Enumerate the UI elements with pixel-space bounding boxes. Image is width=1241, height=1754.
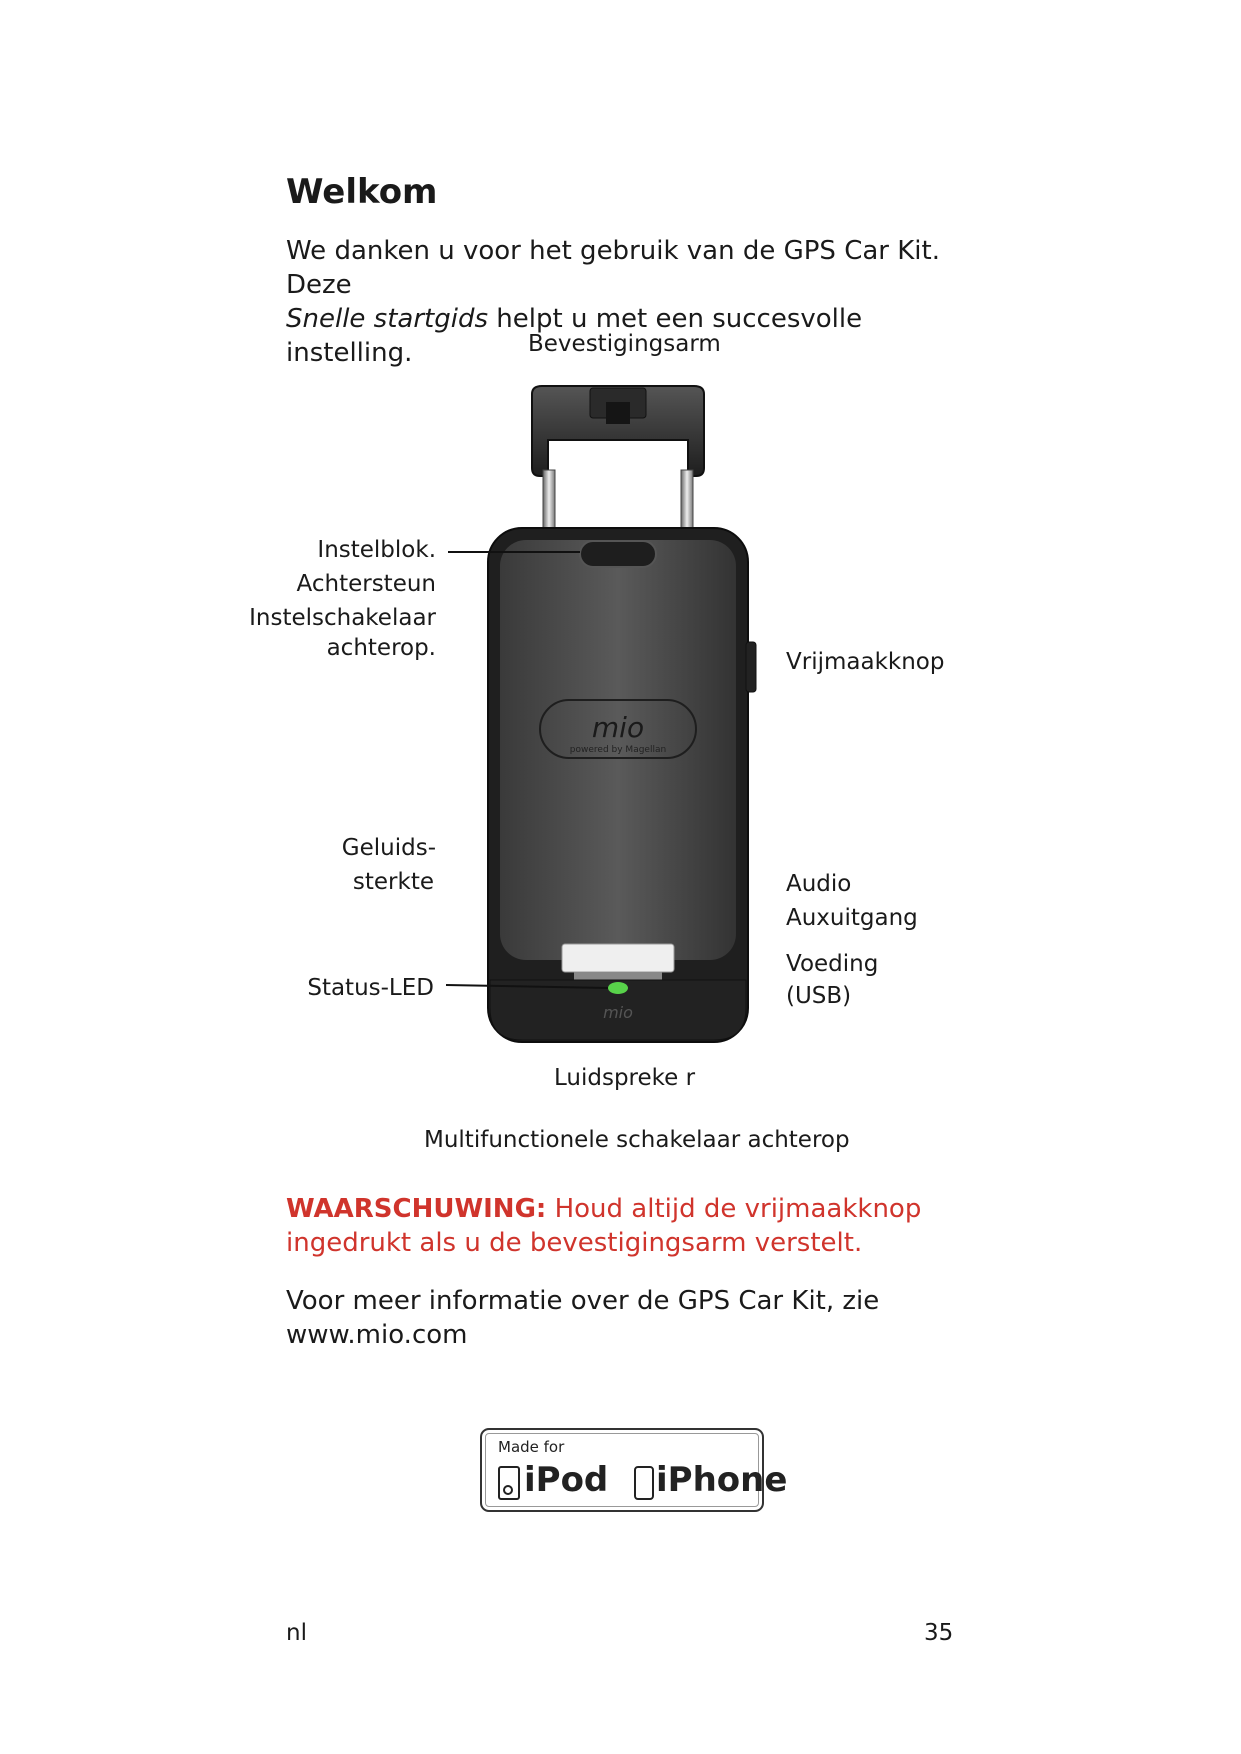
label-instelschakelaar-2: achterop.: [326, 635, 436, 661]
release-button-shape: [746, 642, 756, 692]
label-voeding-1: Voeding: [786, 951, 879, 977]
warning-label: WAARSCHUWING:: [286, 1194, 547, 1224]
iphone-icon: [634, 1466, 654, 1500]
label-voeding-2: (USB): [786, 983, 852, 1009]
status-led-shape: [608, 982, 628, 994]
intro-text-1: We danken u voor het gebruik van de GPS Car Kit. Deze: [286, 236, 940, 300]
label-geluidssterkte-1: Geluids-: [341, 835, 436, 861]
adjust-block-shape: [580, 541, 656, 567]
ipod-icon: [498, 1466, 520, 1500]
cradle-body: [488, 528, 756, 1042]
page-number: 35: [924, 1620, 954, 1646]
mio-logo-text: mio: [591, 711, 645, 744]
more-info-text: Voor meer informatie over de GPS Car Kit, zie: [286, 1286, 880, 1316]
warning-paragraph: [286, 1192, 986, 1260]
label-vrijmaakknop: Vrijmaakknop: [786, 649, 945, 675]
mounting-arm: [532, 386, 704, 536]
label-achtersteun: Achtersteun: [296, 571, 436, 597]
mio-logo-sub: powered by Magellan: [569, 745, 667, 755]
label-luidspreker: Luidspreke r: [554, 1065, 696, 1091]
label-audio-2: Auxuitgang: [786, 905, 918, 931]
made-for-ipod-iphone-badge: [480, 1428, 788, 1512]
page-title: Welkom: [286, 172, 438, 212]
badge-made-for: Made for: [498, 1438, 565, 1456]
label-instelblok: Instelblok.: [317, 537, 436, 563]
badge-ipod: iPod: [524, 1460, 609, 1500]
label-audio-1: Audio: [786, 871, 852, 897]
label-multifunctionele-schakelaar: Multifunctionele schakelaar achterop: [424, 1127, 850, 1153]
label-status-led: Status-LED: [307, 975, 434, 1001]
label-bevestigingsarm: Bevestigingsarm: [528, 331, 721, 357]
intro-italic: Snelle startgids: [286, 304, 489, 334]
base-logo-text: mio: [603, 1003, 633, 1022]
footer-language: nl: [286, 1620, 307, 1646]
website-link[interactable]: www.mio.com: [286, 1320, 468, 1350]
label-instelschakelaar-1: Instelschakelaar: [249, 605, 436, 631]
badge-iphone: iPhone: [656, 1460, 788, 1500]
intro-text-2: helpt u met een succesvolle instelling.: [286, 304, 863, 368]
warning-text: Houd altijd de vrijmaakknop ingedrukt als u de bevestigingsarm verstelt.: [286, 1194, 922, 1258]
more-info-paragraph: [286, 1284, 986, 1352]
label-geluidssterkte-2: sterkte: [352, 869, 434, 895]
